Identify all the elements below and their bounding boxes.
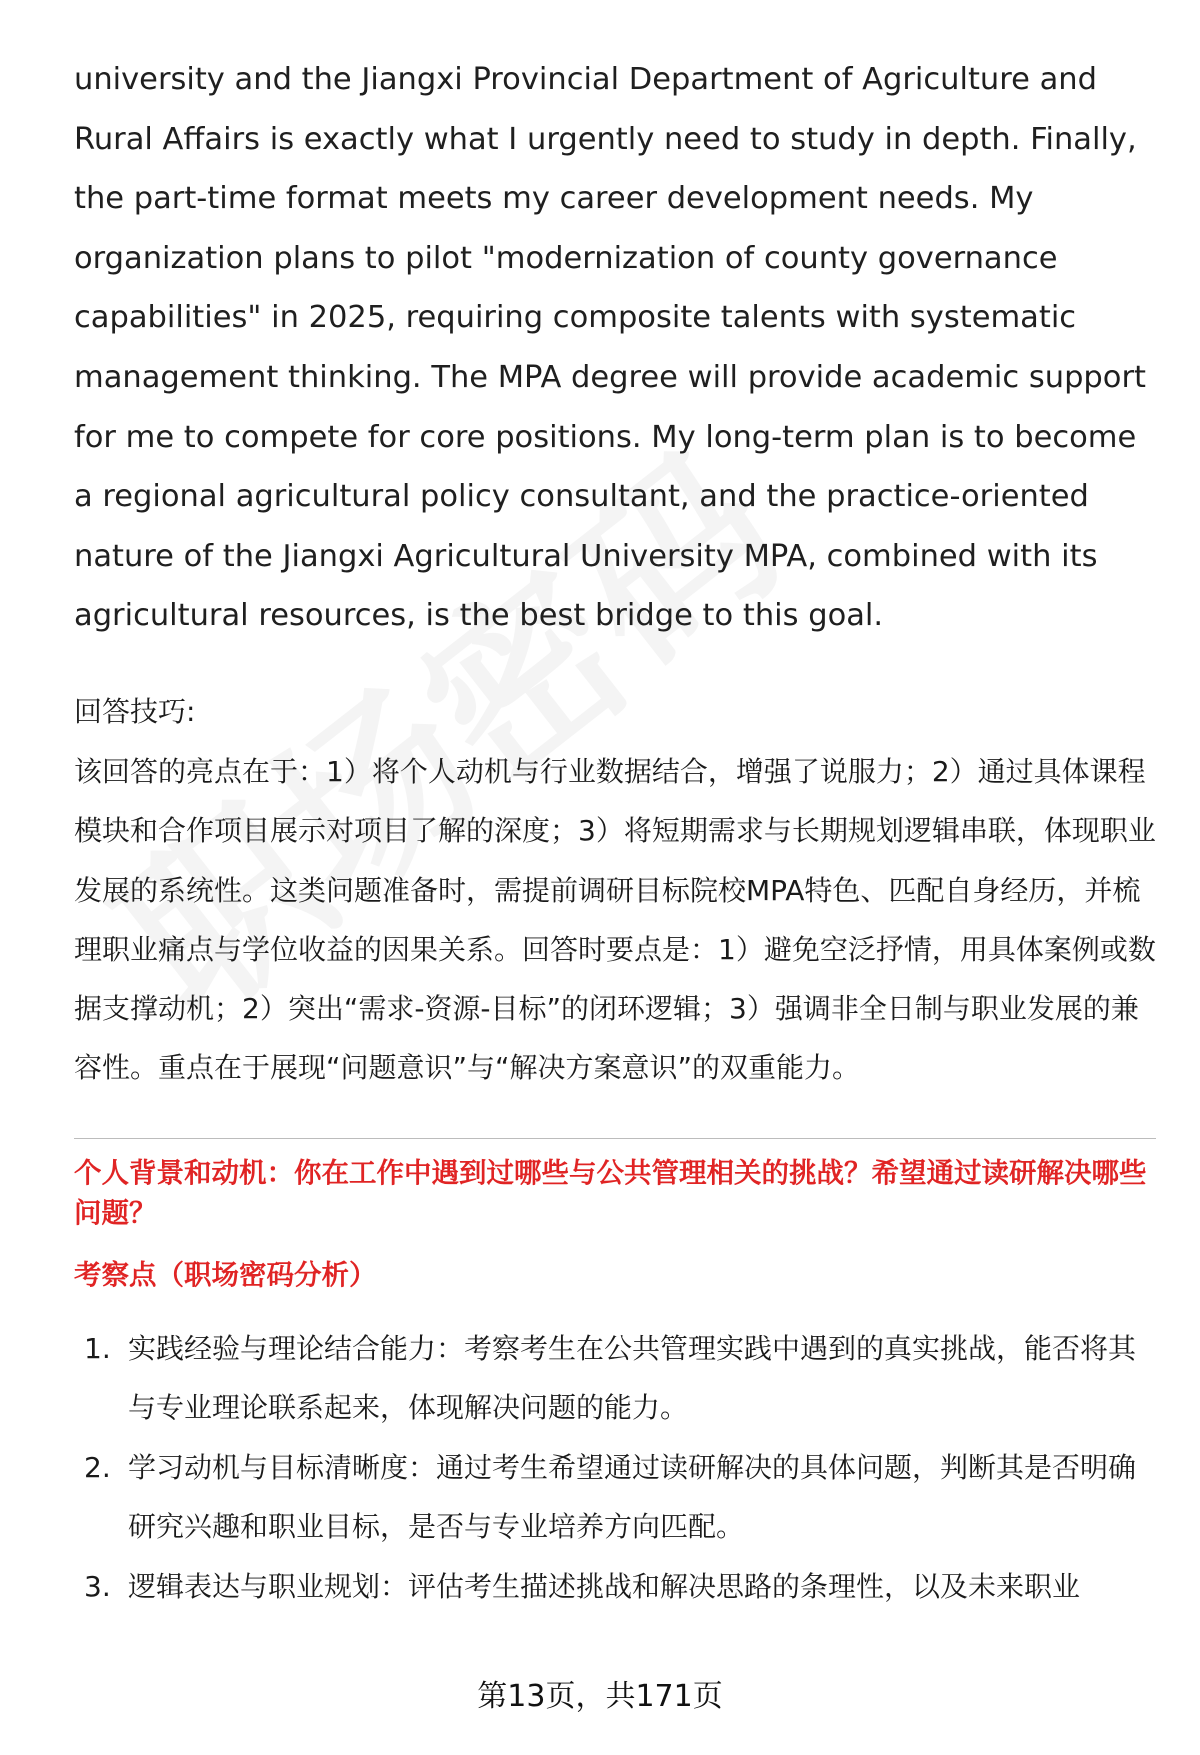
section-divider: [74, 1138, 1156, 1139]
list-item-text: 实践经验与理论结合能力：考察考生在公共管理实践中遇到的真实挑战，能否将其与专业理论联系起来，体现解决问题的能力。: [128, 1331, 1137, 1425]
list-item-number: 1.: [84, 1331, 111, 1365]
page-number-footer: 第13页，共171页: [477, 1679, 723, 1714]
exam-points-heading: 考察点（职场密码分析）: [74, 1258, 377, 1291]
list-item: [74, 1319, 1156, 1438]
list-item: [74, 1438, 1156, 1557]
tips-body: 该回答的亮点在于：1）将个人动机与行业数据结合，增强了说服力；2）通过具体课程模块和合作项目展示对项目了解的深度；3）将短期需求与长期规划逻辑串联，体现职业发展的系统性。这类问题准备时，需提前调研目标院校MPA特色、匹配自身经历，并梳理职业痛点与学位收益的因果关系。回答时要点是：1）避免空泛抒情，用具体案例或数据支撑动机；2）突出“需求-资源-目标”的闭环逻辑；3）强调非全日制与职业发展的兼容性。重点在于展现“问题意识”与“解决方案意识”的双重能力。: [74, 754, 1156, 1085]
exam-points-list: [74, 1319, 1156, 1617]
interview-question: 个人背景和动机：你在工作中遇到过哪些与公共管理相关的挑战？希望通过读研解决哪些问题？: [74, 1156, 1147, 1229]
list-item-text: 逻辑表达与职业规划：评估考生描述挑战和解决思路的条理性，以及未来职业: [128, 1569, 1081, 1603]
list-item-number: 3.: [84, 1569, 111, 1603]
document-page: [74, 50, 1156, 1616]
tips-heading: 回答技巧:: [74, 694, 196, 728]
list-item-number: 2.: [84, 1450, 111, 1484]
list-item: [74, 1557, 1156, 1617]
answer-continuation-paragraph: university and the Jiangxi Provincial Department of Agriculture and Rural Affairs is exactly what I urgently need to study in depth. Finally, the part-time format meets my career development needs. My organization plans to pilot "modernization of county governance capabilities" in 2025, requiring composite talents with systematic management thinking. The MPA degree will provide academic support for me to compete for core positions. My long-term plan is to become a regional agricultural policy consultant, and the practice-oriented nature of the Jiangxi Agricultural University MPA, combined with its agricultural resources, is the best bridge to this goal.: [74, 62, 1146, 634]
list-item-text: 学习动机与目标清晰度：通过考生希望通过读研解决的具体问题，判断其是否明确研究兴趣和职业目标，是否与专业培养方向匹配。: [128, 1450, 1137, 1544]
